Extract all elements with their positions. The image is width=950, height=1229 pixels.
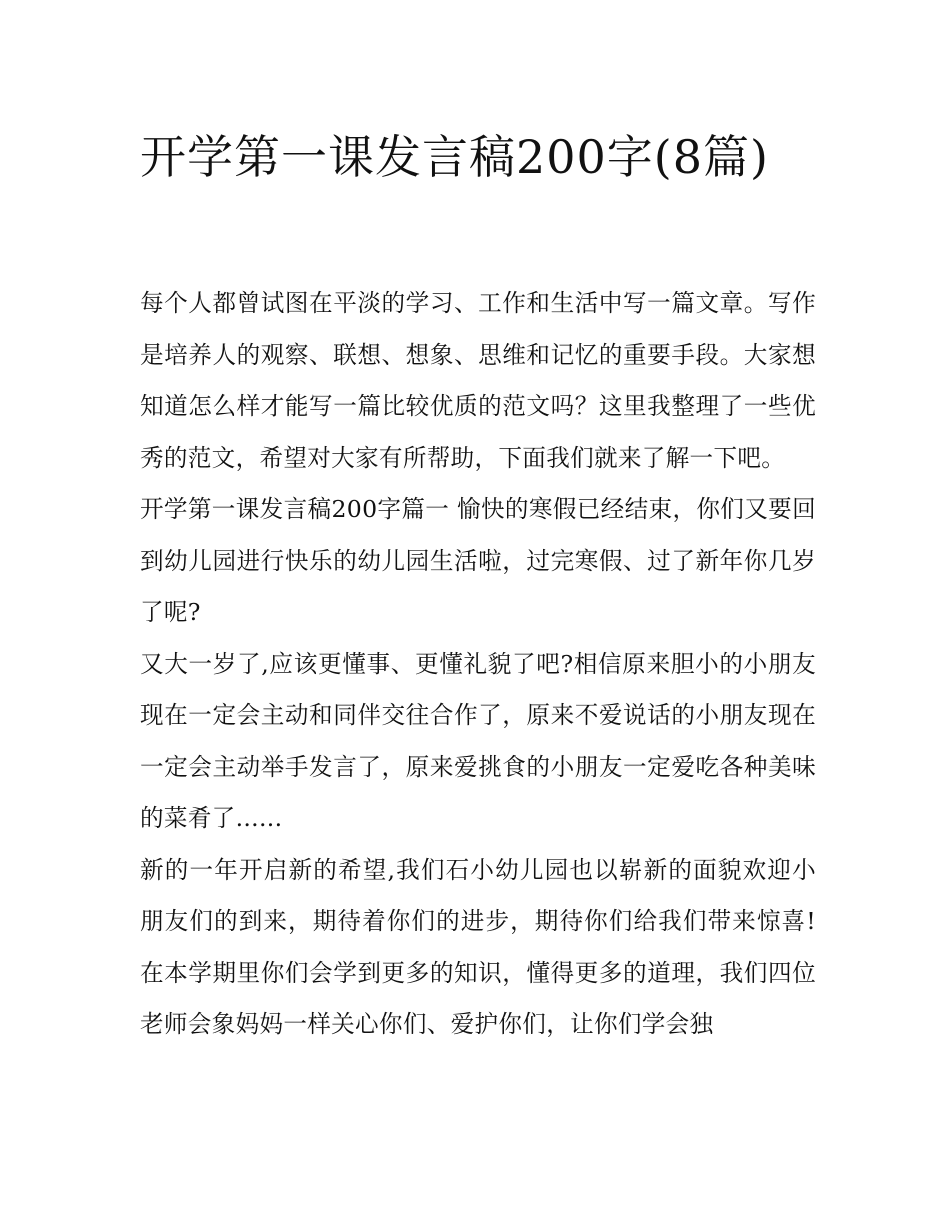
paragraph-2: 又大一岁了,应该更懂事、更懂礼貌了吧?相信原来胆小的小朋友现在一定会主动和同伴交往合作了，原来不爱说话的小朋友现在一定会主动举手发言了，原来爱挑食的小朋友一定爱吃各种美味的菜肴了...... bbox=[140, 649, 816, 832]
document-body bbox=[140, 278, 816, 1051]
paragraph-intro: 每个人都曾试图在平淡的学习、工作和生活中写一篇文章。写作是培养人的观察、联想、想象、思维和记忆的重要手段。大家想知道怎么样才能写一篇比较优质的范文吗？这里我整理了一些优秀的范文，希望对大家有所帮助，下面我们就来了解一下吧。 bbox=[140, 289, 816, 472]
paragraph-1: 开学第一课发言稿200字篇一 愉快的寒假已经结束，你们又要回到幼儿园进行快乐的幼儿园生活啦，过完寒假、过了新年你几岁了呢? bbox=[140, 495, 816, 626]
paragraph-3: 新的一年开启新的希望,我们石小幼儿园也以崭新的面貌欢迎小朋友们的到来，期待着你们的进步，期待你们给我们带来惊喜!在本学期里你们会学到更多的知识，懂得更多的道理，我们四位老师会象妈妈一样关心你们、爱护你们，让你们学会独 bbox=[140, 855, 816, 1038]
page-title: 开学第一课发言稿200字(8篇) bbox=[140, 130, 769, 184]
